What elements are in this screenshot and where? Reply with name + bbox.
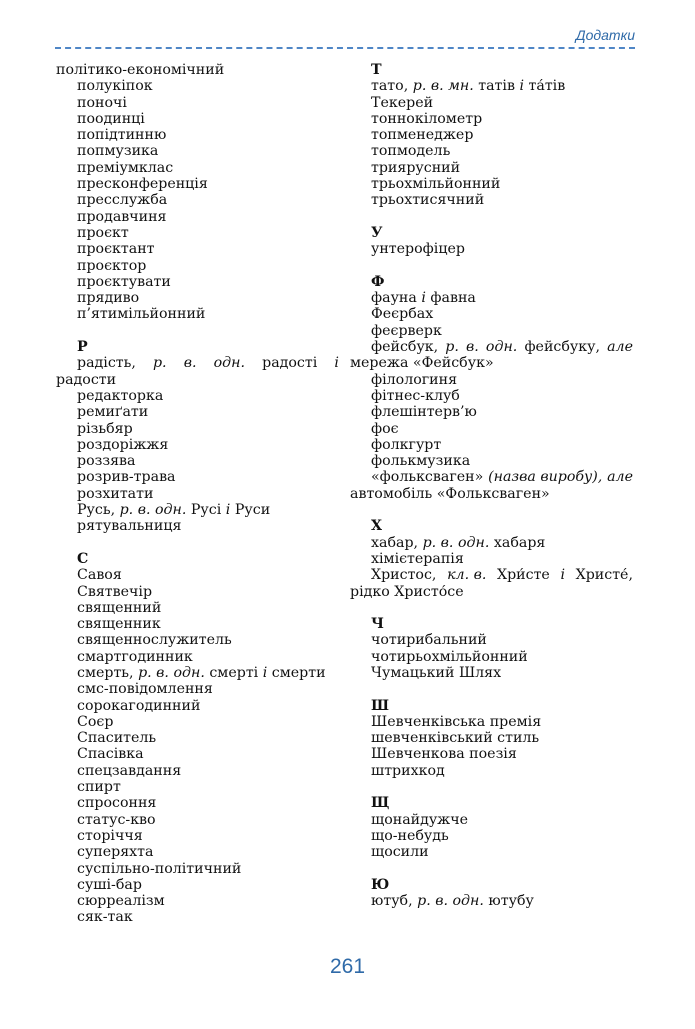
dictionary-entry: спирт xyxy=(77,779,121,796)
dictionary-entry: спросоння xyxy=(77,795,157,812)
dictionary-entry: Текерей xyxy=(371,94,434,111)
dictionary-entry: редакторка xyxy=(77,387,164,404)
dictionary-entry: рятувальниця xyxy=(77,518,182,535)
section-letter-r: Р xyxy=(77,339,88,356)
section-letter-yu: Ю xyxy=(371,876,390,893)
dictionary-entry: продавчиня xyxy=(77,208,167,225)
dictionary-entry: Шевченкова поезія xyxy=(371,746,517,763)
dictionary-entry: проєктувати xyxy=(77,273,171,290)
left-column xyxy=(56,62,339,926)
dictionary-entry: спецзавдання xyxy=(77,762,182,779)
dictionary-entry-volkswagen: «фольксваген» (назва виробу), але xyxy=(371,469,633,486)
dictionary-entry: проєктант xyxy=(77,241,155,258)
dictionary-entry: пресконференція xyxy=(77,176,208,193)
dictionary-entry: щосили xyxy=(371,844,429,861)
dictionary-entry: суперяхта xyxy=(77,844,154,861)
section-letter-u: У xyxy=(371,224,383,241)
dictionary-entry: топмодель xyxy=(371,143,451,160)
dictionary-entry-rus: Русь, р. в. одн. Русі і Руси xyxy=(77,502,271,519)
section-letter-t: Т xyxy=(371,62,382,78)
dictionary-entry: проєктор xyxy=(77,257,147,274)
dictionary-entry: сторіччя xyxy=(77,827,143,844)
dictionary-entry-radist: радість, р. в. одн. радості і xyxy=(77,355,339,372)
dictionary-entry: Соєр xyxy=(77,713,114,730)
dictionary-entry: Савоя xyxy=(77,567,122,584)
dictionary-entry: суспільно-політичний xyxy=(77,860,242,877)
dictionary-entry: флешінтерв’ю xyxy=(371,404,477,421)
dictionary-entry: тоннокілометр xyxy=(371,110,483,127)
dictionary-entry-hrystos: Христос, кл. в. Хри́сте і Христе́, xyxy=(371,567,633,584)
running-header-title: Додатки xyxy=(575,27,635,43)
dictionary-entry: різьбяр xyxy=(77,420,133,437)
dictionary-entry: пресслужба xyxy=(77,192,168,209)
dictionary-entry-smert: смерть, р. в. одн. смерті і смерти xyxy=(77,664,326,681)
dictionary-entry: фолкгурт xyxy=(371,436,442,453)
dictionary-entry: шевченківський стиль xyxy=(371,730,540,747)
dictionary-entry-fauna: фауна і фавна xyxy=(371,290,476,307)
dictionary-entry: трьохмільйонний xyxy=(371,176,501,193)
dictionary-entry: фітнес-клуб xyxy=(371,387,460,404)
dictionary-entry-feisbuk: фейсбук, р. в. одн. фейсбуку, але xyxy=(371,339,633,356)
dictionary-entry: політико-економічний xyxy=(56,62,225,78)
dictionary-entry: суші-бар xyxy=(77,876,142,893)
dictionary-entry: щонайдужче xyxy=(371,811,469,828)
dictionary-entry: штрихкод xyxy=(371,762,445,779)
dictionary-entry-tato: тато, р. в. мн. татів і та́тів xyxy=(371,78,566,95)
dictionary-entry: Спасівка xyxy=(77,746,144,763)
dictionary-entry: преміумклас xyxy=(77,159,174,176)
dictionary-entry: смс-повідомлення xyxy=(77,681,213,698)
entry-continuation: мережа «Фейсбук» xyxy=(350,355,494,372)
dictionary-entry-habar: хабар, р. в. одн. хабаря xyxy=(371,534,546,551)
dictionary-entry: поночі xyxy=(77,94,127,111)
right-column xyxy=(350,62,633,909)
dictionary-entry: хімієтерапія xyxy=(371,550,464,567)
dictionary-entry: полукіпок xyxy=(77,78,153,95)
dictionary-entry: прядиво xyxy=(77,290,140,307)
dictionary-entry: чотирьохмільйонний xyxy=(371,648,528,665)
dictionary-entry: священник xyxy=(77,616,161,633)
dictionary-entry: Святвечір xyxy=(77,583,153,600)
dictionary-entry: священнослужитель xyxy=(77,632,232,649)
dictionary-entry: роздоріжжя xyxy=(77,436,169,453)
header-dashed-rule xyxy=(55,47,635,49)
section-letter-shch: Щ xyxy=(371,795,390,812)
section-letter-kh: Х xyxy=(371,518,383,535)
entry-continuation: радости xyxy=(56,371,117,388)
dictionary-entry: попідтинню xyxy=(77,127,167,144)
dictionary-entry: п’ятимільйонний xyxy=(77,306,206,323)
entry-continuation: рідко Христо́се xyxy=(350,583,464,600)
dictionary-entry: Чумацький Шлях xyxy=(371,664,502,681)
dictionary-entry: роззява xyxy=(77,453,136,470)
dictionary-entry: розрив-трава xyxy=(77,469,176,486)
dictionary-entry: розхитати xyxy=(77,485,154,502)
dictionary-entry: Феєрбах xyxy=(371,306,434,323)
dictionary-entry: ремиґати xyxy=(77,404,149,421)
dictionary-entry: смартгодинник xyxy=(77,648,193,665)
dictionary-entry: фолькмузика xyxy=(371,453,471,470)
dictionary-entry: фоє xyxy=(371,420,399,437)
dictionary-entry: трьохтисячний xyxy=(371,192,485,209)
section-letter-sh: Ш xyxy=(371,697,389,714)
dictionary-entry: проєкт xyxy=(77,224,129,241)
dictionary-entry: Спаситель xyxy=(77,730,157,747)
dictionary-entry: Шевченківська премія xyxy=(371,713,542,730)
dictionary-entry: феєрверк xyxy=(371,322,442,339)
page-number: 261 xyxy=(329,955,366,978)
dictionary-entry: поодинці xyxy=(77,110,145,127)
dictionary-entry: що-небудь xyxy=(371,827,449,844)
dictionary-entry: попмузика xyxy=(77,143,159,160)
dictionary-entry-yutub: ютуб, р. в. одн. ютубу xyxy=(371,893,534,910)
dictionary-entry: топменеджер xyxy=(371,127,474,144)
dictionary-entry: чотирибальний xyxy=(371,632,487,649)
dictionary-entry: триярусний xyxy=(371,159,461,176)
dictionary-entry: філологиня xyxy=(371,371,458,388)
dictionary-entry: священний xyxy=(77,599,162,616)
dictionary-entry: статус-кво xyxy=(77,811,156,828)
dictionary-entry: сюрреалізм xyxy=(77,893,165,910)
entry-continuation: автомобіль «Фольксваген» xyxy=(350,485,550,502)
dictionary-entry: унтерофіцер xyxy=(371,241,465,258)
dictionary-entry: сяк-так xyxy=(77,909,133,926)
dictionary-entry: сорокагодинний xyxy=(77,697,201,714)
section-letter-s: С xyxy=(77,550,89,567)
section-letter-ch: Ч xyxy=(371,616,384,633)
section-letter-f: Ф xyxy=(371,273,385,290)
